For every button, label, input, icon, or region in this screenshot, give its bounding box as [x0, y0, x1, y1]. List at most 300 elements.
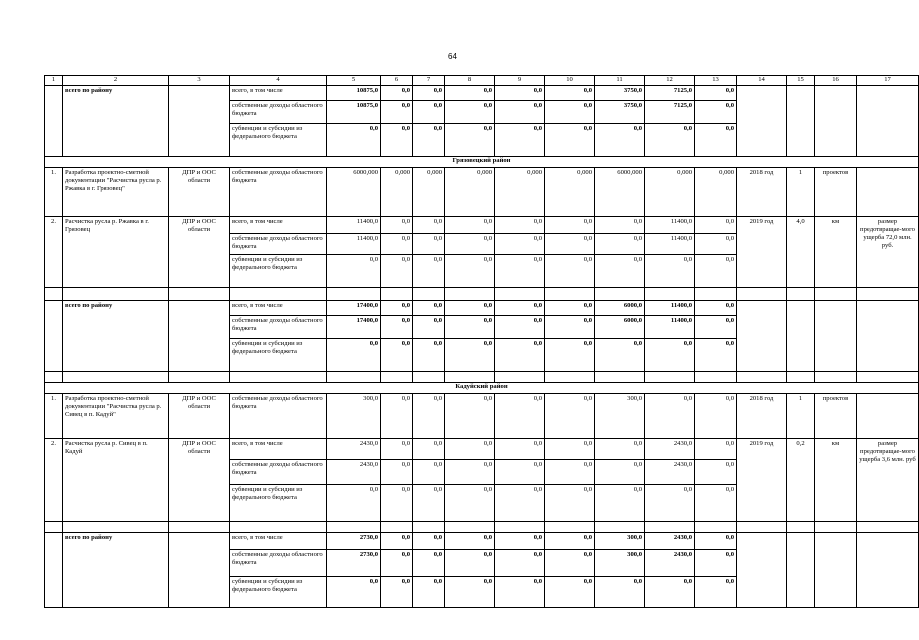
value-cell: 0,0 [445, 101, 495, 124]
year-cell [737, 86, 787, 157]
table-cell [230, 372, 327, 383]
source-label: собственные доходы областного бюджета [230, 550, 327, 577]
table-cell [445, 288, 495, 301]
quantity-cell: 4,0 [787, 217, 815, 288]
value-cell: 0,0 [381, 255, 413, 288]
table-row [45, 301, 919, 316]
effect-cell: размер предотвращае-мого ущерба 3,6 млн. руб [857, 439, 919, 522]
value-cell: 0,0 [545, 86, 595, 101]
value-cell: 0,0 [381, 533, 413, 550]
source-label: всего, в том числе [230, 533, 327, 550]
table-cell [169, 522, 230, 533]
value-cell: 0,0 [695, 86, 737, 101]
value-cell: 300,0 [327, 394, 381, 439]
value-cell: 0,0 [645, 124, 695, 157]
column-header: 16 [815, 76, 857, 86]
table-cell [413, 522, 445, 533]
source-label: субвенции и субсидии из федерального бюджета [230, 577, 327, 608]
table-cell [787, 522, 815, 533]
value-cell: 0,0 [413, 101, 445, 124]
value-cell: 2730,0 [327, 533, 381, 550]
source-label: субвенции и субсидии из федерального бюджета [230, 124, 327, 157]
value-cell: 0,0 [645, 485, 695, 522]
table-cell [413, 372, 445, 383]
table-cell [737, 522, 787, 533]
value-cell: 300,0 [595, 550, 645, 577]
value-cell: 0,0 [645, 577, 695, 608]
executor-cell: ДПР и ООС области [169, 217, 230, 288]
value-cell: 17400,0 [327, 316, 381, 339]
row-number [45, 86, 63, 157]
value-cell: 0,0 [595, 255, 645, 288]
quantity-cell [787, 533, 815, 608]
table-cell [787, 288, 815, 301]
quantity-cell: 0,2 [787, 439, 815, 522]
value-cell: 0,0 [381, 394, 413, 439]
value-cell: 0,0 [445, 339, 495, 372]
value-cell: 0,0 [327, 124, 381, 157]
value-cell: 0,0 [413, 301, 445, 316]
value-cell: 10875,0 [327, 86, 381, 101]
value-cell: 0,0 [413, 86, 445, 101]
value-cell: 7125,0 [645, 86, 695, 101]
value-cell: 0,0 [545, 339, 595, 372]
value-cell: 0,0 [645, 394, 695, 439]
value-cell: 2430,0 [327, 439, 381, 460]
table-cell [645, 288, 695, 301]
value-cell: 0,0 [495, 339, 545, 372]
column-header: 2 [63, 76, 169, 86]
quantity-cell [787, 301, 815, 372]
value-cell: 0,0 [595, 439, 645, 460]
table-row [45, 394, 919, 439]
unit-cell: км [815, 439, 857, 522]
value-cell: 0,0 [495, 533, 545, 550]
value-cell: 0,0 [381, 86, 413, 101]
section-title: Кадуйский район [45, 383, 919, 394]
value-cell: 0,0 [495, 316, 545, 339]
column-header: 1 [45, 76, 63, 86]
source-label: собственные доходы областного бюджета [230, 316, 327, 339]
table-cell [495, 288, 545, 301]
value-cell: 0,0 [695, 550, 737, 577]
value-cell: 11400,0 [645, 301, 695, 316]
table-cell [695, 372, 737, 383]
value-cell: 0,0 [445, 316, 495, 339]
value-cell: 0,0 [445, 577, 495, 608]
table-cell [45, 522, 63, 533]
value-cell: 0,0 [445, 124, 495, 157]
table-cell [169, 372, 230, 383]
table-cell [737, 288, 787, 301]
effect-cell [857, 301, 919, 372]
value-cell: 0,0 [545, 301, 595, 316]
value-cell: 0,0 [645, 339, 695, 372]
table-cell [815, 522, 857, 533]
table-cell [787, 372, 815, 383]
value-cell: 0,0 [381, 234, 413, 255]
total-label: всего по району [63, 86, 169, 157]
value-cell: 0,0 [413, 550, 445, 577]
value-cell: 0,0 [545, 101, 595, 124]
value-cell: 0,0 [445, 234, 495, 255]
table-cell [857, 372, 919, 383]
year-cell: 2018 год [737, 394, 787, 439]
table-cell [445, 372, 495, 383]
source-label: всего, в том числе [230, 86, 327, 101]
table-row [45, 86, 919, 101]
value-cell: 6000,000 [327, 168, 381, 217]
value-cell: 2430,0 [645, 460, 695, 485]
value-cell: 0,0 [695, 577, 737, 608]
source-label: собственные доходы областного бюджета [230, 460, 327, 485]
column-header: 17 [857, 76, 919, 86]
value-cell: 0,0 [445, 217, 495, 234]
value-cell: 0,0 [545, 485, 595, 522]
page-number: 64 [448, 52, 457, 61]
column-header: 13 [695, 76, 737, 86]
year-cell [737, 533, 787, 608]
value-cell: 3750,0 [595, 86, 645, 101]
row-number: 1. [45, 394, 63, 439]
table-row [45, 522, 919, 533]
executor-cell [169, 533, 230, 608]
column-header: 7 [413, 76, 445, 86]
row-number: 2. [45, 217, 63, 288]
value-cell: 0,0 [495, 101, 545, 124]
column-header: 5 [327, 76, 381, 86]
section-title: Грязовецкий район [45, 157, 919, 168]
value-cell: 0,0 [695, 217, 737, 234]
table-cell [445, 522, 495, 533]
value-cell: 0,0 [381, 485, 413, 522]
value-cell: 0,0 [545, 533, 595, 550]
value-cell: 0,0 [595, 217, 645, 234]
table-cell [495, 372, 545, 383]
table-cell [63, 522, 169, 533]
value-cell: 0,0 [495, 439, 545, 460]
table-cell [857, 522, 919, 533]
table-cell [381, 288, 413, 301]
table-row [45, 168, 919, 217]
value-cell: 0,0 [595, 124, 645, 157]
value-cell: 0,0 [381, 577, 413, 608]
value-cell: 0,0 [445, 439, 495, 460]
value-cell: 11400,0 [645, 217, 695, 234]
value-cell: 6000,000 [595, 168, 645, 217]
column-header: 8 [445, 76, 495, 86]
effect-cell [857, 86, 919, 157]
column-header: 6 [381, 76, 413, 86]
table-row [45, 383, 919, 394]
value-cell: 0,0 [445, 485, 495, 522]
column-header: 14 [737, 76, 787, 86]
table-cell [230, 522, 327, 533]
row-number: 2. [45, 439, 63, 522]
unit-cell [815, 301, 857, 372]
value-cell: 2430,0 [645, 439, 695, 460]
value-cell: 0,0 [495, 460, 545, 485]
value-cell: 10875,0 [327, 101, 381, 124]
table-row [45, 217, 919, 234]
year-cell [737, 301, 787, 372]
project-name: Разработка проектно-сметной документации "Расчистка русла р. Ржавка в г. Грязовец" [63, 168, 169, 217]
column-header: 11 [595, 76, 645, 86]
value-cell: 0,0 [695, 124, 737, 157]
value-cell: 0,0 [327, 255, 381, 288]
unit-cell [815, 86, 857, 157]
value-cell: 0,0 [413, 234, 445, 255]
value-cell: 0,0 [495, 577, 545, 608]
executor-cell: ДПР и ООС области [169, 168, 230, 217]
value-cell: 0,000 [545, 168, 595, 217]
year-cell: 2018 год [737, 168, 787, 217]
value-cell: 300,0 [595, 394, 645, 439]
value-cell: 0,0 [595, 234, 645, 255]
effect-cell [857, 394, 919, 439]
source-label: субвенции и субсидии из федерального бюджета [230, 339, 327, 372]
unit-cell: км [815, 217, 857, 288]
source-label: собственные доходы областного бюджета [230, 234, 327, 255]
source-label: всего, в том числе [230, 439, 327, 460]
table-cell [169, 288, 230, 301]
value-cell: 0,0 [327, 485, 381, 522]
table-cell [545, 522, 595, 533]
value-cell: 0,0 [595, 577, 645, 608]
value-cell: 0,0 [413, 439, 445, 460]
table-cell [45, 288, 63, 301]
executor-cell [169, 301, 230, 372]
source-label: всего, в том числе [230, 217, 327, 234]
budget-table [44, 75, 919, 608]
table-cell [327, 372, 381, 383]
unit-cell [815, 533, 857, 608]
value-cell: 6000,0 [595, 301, 645, 316]
table-cell [595, 288, 645, 301]
value-cell: 0,0 [381, 124, 413, 157]
table-cell [413, 288, 445, 301]
value-cell: 7125,0 [645, 101, 695, 124]
value-cell: 0,0 [381, 217, 413, 234]
value-cell: 300,0 [595, 533, 645, 550]
row-number [45, 533, 63, 608]
row-number: 1. [45, 168, 63, 217]
column-header: 10 [545, 76, 595, 86]
value-cell: 0,0 [413, 339, 445, 372]
value-cell: 0,0 [495, 234, 545, 255]
table-cell [381, 522, 413, 533]
table-cell [230, 288, 327, 301]
value-cell: 0,0 [695, 439, 737, 460]
table-cell [63, 288, 169, 301]
value-cell: 0,0 [445, 533, 495, 550]
value-cell: 0,0 [495, 301, 545, 316]
column-header: 9 [495, 76, 545, 86]
value-cell: 0,0 [445, 394, 495, 439]
value-cell: 0,0 [695, 255, 737, 288]
value-cell: 0,0 [327, 577, 381, 608]
value-cell: 2430,0 [645, 533, 695, 550]
table-cell [63, 372, 169, 383]
value-cell: 0,000 [495, 168, 545, 217]
value-cell: 0,0 [413, 485, 445, 522]
table-cell [645, 522, 695, 533]
executor-cell: ДПР и ООС области [169, 394, 230, 439]
column-header: 3 [169, 76, 230, 86]
value-cell: 0,0 [695, 234, 737, 255]
value-cell: 0,0 [327, 339, 381, 372]
table-cell [695, 288, 737, 301]
value-cell: 0,0 [445, 460, 495, 485]
value-cell: 0,0 [695, 101, 737, 124]
column-header: 4 [230, 76, 327, 86]
value-cell: 0,0 [695, 394, 737, 439]
total-label: всего по району [63, 301, 169, 372]
value-cell: 0,000 [381, 168, 413, 217]
value-cell: 17400,0 [327, 301, 381, 316]
value-cell: 0,0 [545, 234, 595, 255]
table-cell [545, 288, 595, 301]
column-header: 12 [645, 76, 695, 86]
executor-cell [169, 86, 230, 157]
table-cell [327, 522, 381, 533]
value-cell: 0,0 [695, 339, 737, 372]
project-name: Расчистка русла р. Ржавка в г. Грязовец [63, 217, 169, 288]
value-cell: 0,0 [695, 485, 737, 522]
table-cell [327, 288, 381, 301]
value-cell: 0,0 [595, 339, 645, 372]
value-cell: 0,0 [495, 124, 545, 157]
value-cell: 0,0 [495, 255, 545, 288]
value-cell: 0,0 [381, 101, 413, 124]
value-cell: 11400,0 [645, 234, 695, 255]
value-cell: 2430,0 [327, 460, 381, 485]
value-cell: 0,0 [695, 301, 737, 316]
table-cell [45, 372, 63, 383]
value-cell: 0,0 [545, 577, 595, 608]
source-label: собственные доходы областного бюджета [230, 168, 327, 217]
value-cell: 0,0 [445, 255, 495, 288]
source-label: субвенции и субсидии из федерального бюджета [230, 255, 327, 288]
table-row [45, 439, 919, 460]
executor-cell: ДПР и ООС области [169, 439, 230, 522]
value-cell: 0,0 [545, 316, 595, 339]
table-row [45, 372, 919, 383]
column-header: 15 [787, 76, 815, 86]
table-cell [595, 522, 645, 533]
value-cell: 0,0 [545, 439, 595, 460]
value-cell: 11400,0 [645, 316, 695, 339]
value-cell: 0,0 [413, 217, 445, 234]
total-label: всего по району [63, 533, 169, 608]
value-cell: 0,000 [695, 168, 737, 217]
value-cell: 0,0 [413, 255, 445, 288]
value-cell: 0,0 [413, 460, 445, 485]
table-cell [495, 522, 545, 533]
project-name: Расчистка русла р. Сивец в п. Кадуй [63, 439, 169, 522]
table-row [45, 157, 919, 168]
value-cell: 0,0 [495, 550, 545, 577]
value-cell: 0,0 [545, 550, 595, 577]
table-cell [815, 372, 857, 383]
table-row [45, 288, 919, 301]
value-cell: 0,0 [545, 255, 595, 288]
value-cell: 0,0 [445, 301, 495, 316]
value-cell: 6000,0 [595, 316, 645, 339]
effect-cell [857, 168, 919, 217]
table-row [45, 533, 919, 550]
value-cell: 0,000 [445, 168, 495, 217]
value-cell: 0,0 [545, 394, 595, 439]
row-number [45, 301, 63, 372]
value-cell: 0,0 [495, 86, 545, 101]
project-name: Разработка проектно-сметной документации "Расчистка русла р. Сивец в п. Кадуй" [63, 394, 169, 439]
table-cell [545, 372, 595, 383]
year-cell: 2019 год [737, 439, 787, 522]
value-cell: 0,0 [495, 394, 545, 439]
table-cell [737, 372, 787, 383]
value-cell: 0,0 [545, 460, 595, 485]
value-cell: 0,0 [381, 301, 413, 316]
table-cell [695, 522, 737, 533]
value-cell: 11400,0 [327, 234, 381, 255]
source-label: субвенции и субсидии из федерального бюджета [230, 485, 327, 522]
value-cell: 3750,0 [595, 101, 645, 124]
unit-cell: проектов [815, 168, 857, 217]
table-cell [595, 372, 645, 383]
value-cell: 0,0 [381, 339, 413, 372]
value-cell: 0,0 [495, 485, 545, 522]
table-row [45, 76, 919, 86]
table-cell [645, 372, 695, 383]
value-cell: 0,0 [695, 316, 737, 339]
source-label: всего, в том числе [230, 301, 327, 316]
source-label: собственные доходы областного бюджета [230, 101, 327, 124]
effect-cell [857, 533, 919, 608]
value-cell: 0,0 [413, 394, 445, 439]
value-cell: 0,0 [695, 460, 737, 485]
value-cell: 0,0 [381, 439, 413, 460]
value-cell: 0,0 [413, 124, 445, 157]
value-cell: 2730,0 [327, 550, 381, 577]
quantity-cell: 1 [787, 168, 815, 217]
value-cell: 0,0 [445, 86, 495, 101]
value-cell: 0,000 [645, 168, 695, 217]
value-cell: 0,0 [381, 460, 413, 485]
value-cell: 0,0 [645, 255, 695, 288]
unit-cell: проектов [815, 394, 857, 439]
value-cell: 0,0 [413, 533, 445, 550]
value-cell: 0,0 [695, 533, 737, 550]
quantity-cell [787, 86, 815, 157]
value-cell: 2430,0 [645, 550, 695, 577]
value-cell: 0,0 [595, 485, 645, 522]
year-cell: 2019 год [737, 217, 787, 288]
value-cell: 0,0 [381, 316, 413, 339]
value-cell: 11400,0 [327, 217, 381, 234]
value-cell: 0,0 [495, 217, 545, 234]
value-cell: 0,0 [545, 124, 595, 157]
value-cell: 0,0 [545, 217, 595, 234]
source-label: собственные доходы областного бюджета [230, 394, 327, 439]
table-cell [815, 288, 857, 301]
value-cell: 0,000 [413, 168, 445, 217]
quantity-cell: 1 [787, 394, 815, 439]
value-cell: 0,0 [595, 460, 645, 485]
table-cell [857, 288, 919, 301]
value-cell: 0,0 [413, 577, 445, 608]
value-cell: 0,0 [445, 550, 495, 577]
